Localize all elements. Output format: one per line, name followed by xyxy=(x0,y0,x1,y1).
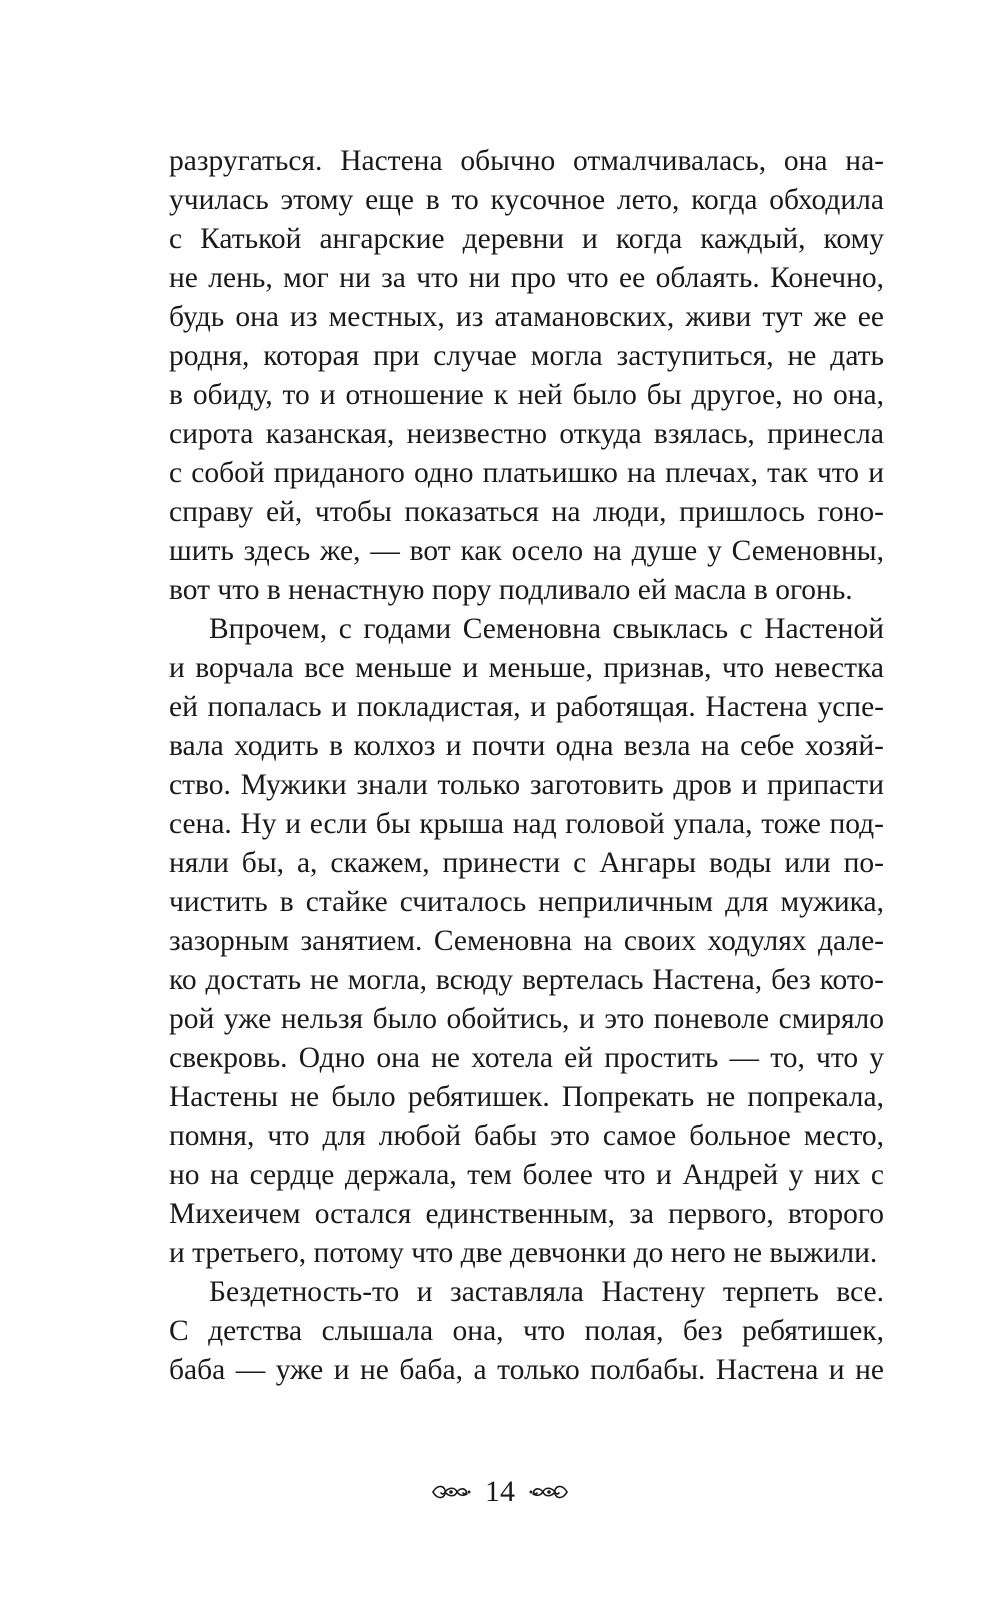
text-line: свекровь. Одно она не хотела ей простить — то, что у xyxy=(169,1042,884,1074)
page-text xyxy=(169,142,884,1390)
text-line: будь она из местных, из атамановских, живи тут же ее xyxy=(169,301,884,333)
text-line: с собой приданого одно платьишко на плечах, так что и xyxy=(169,457,884,489)
floral-ornament-icon xyxy=(529,1481,569,1503)
text-line: ей попалась и покладистая, и работящая. Настена успе- xyxy=(169,691,884,723)
page-number: 14 xyxy=(485,1475,515,1508)
text-line: няли бы, а, скажем, принести с Ангары воды или по- xyxy=(169,847,884,879)
text-line: разругаться. Настена обычно отмалчивалась, она на- xyxy=(169,145,884,177)
text-line: Впрочем, с годами Семеновна свыклась с Настеной xyxy=(209,613,884,645)
text-line: баба — уже и не баба, а только полбабы. Настена и не xyxy=(169,1354,884,1386)
text-line: рой уже нельзя было обойтись, и это поневоле смиряло xyxy=(169,1003,884,1035)
text-line: справу ей, чтобы показаться на люди, пришлось гоно- xyxy=(169,496,884,528)
text-line: ко достать не могла, всюду вертелась Настена, без кото- xyxy=(169,964,884,996)
text-line: шить здесь же, — вот как осело на душе у Семеновны, xyxy=(169,535,884,567)
paragraph-3 xyxy=(169,1273,884,1390)
text-line: в обиду, то и отношение к ней было бы другое, но она, xyxy=(169,379,884,411)
text-line: Михеичем остался единственным, за первого, второго xyxy=(169,1198,884,1230)
page-footer xyxy=(0,1470,1000,1514)
text-line: родня, которая при случае могла заступиться, не дать xyxy=(169,340,884,372)
paragraph-2 xyxy=(169,610,884,1273)
text-line: но на сердце держала, тем более что и Андрей у них с xyxy=(169,1159,884,1191)
text-line: не лень, мог ни за что ни про что ее облаять. Конечно, xyxy=(169,262,884,294)
text-line: и третьего, потому что две девчонки до него не выжили. xyxy=(169,1237,878,1269)
text-line: вот что в ненастную пору подливало ей масла в огонь. xyxy=(169,574,853,606)
text-line: Бездетность-то и заставляла Настену терпеть все. xyxy=(209,1276,884,1308)
text-line: сирота казанская, неизвестно откуда взялась, принесла xyxy=(169,418,884,450)
text-line: и ворчала все меньше и меньше, признав, что невестка xyxy=(169,652,884,684)
text-line: чистить в стайке считалось неприличным для мужика, xyxy=(169,886,884,918)
text-line: сена. Ну и если бы крыша над головой упала, тоже под- xyxy=(169,808,884,840)
text-line: помня, что для любой бабы это самое больное место, xyxy=(169,1120,884,1152)
text-line: зазорным занятием. Семеновна на своих ходулях дале- xyxy=(169,925,884,957)
floral-ornament-icon xyxy=(431,1481,471,1503)
text-line: училась этому еще в то кусочное лето, когда обходила xyxy=(169,184,884,216)
text-line: Настены не было ребятишек. Попрекать не попрекала, xyxy=(169,1081,884,1113)
paragraph-1 xyxy=(169,142,884,610)
text-line: с Катькой ангарские деревни и когда каждый, кому xyxy=(169,223,884,255)
text-line: С детства слышала она, что полая, без ребятишек, xyxy=(169,1315,884,1347)
text-line: вала ходить в колхоз и почти одна везла на себе хозяй- xyxy=(169,730,884,762)
text-line: ство. Мужики знали только заготовить дров и припасти xyxy=(169,769,884,801)
